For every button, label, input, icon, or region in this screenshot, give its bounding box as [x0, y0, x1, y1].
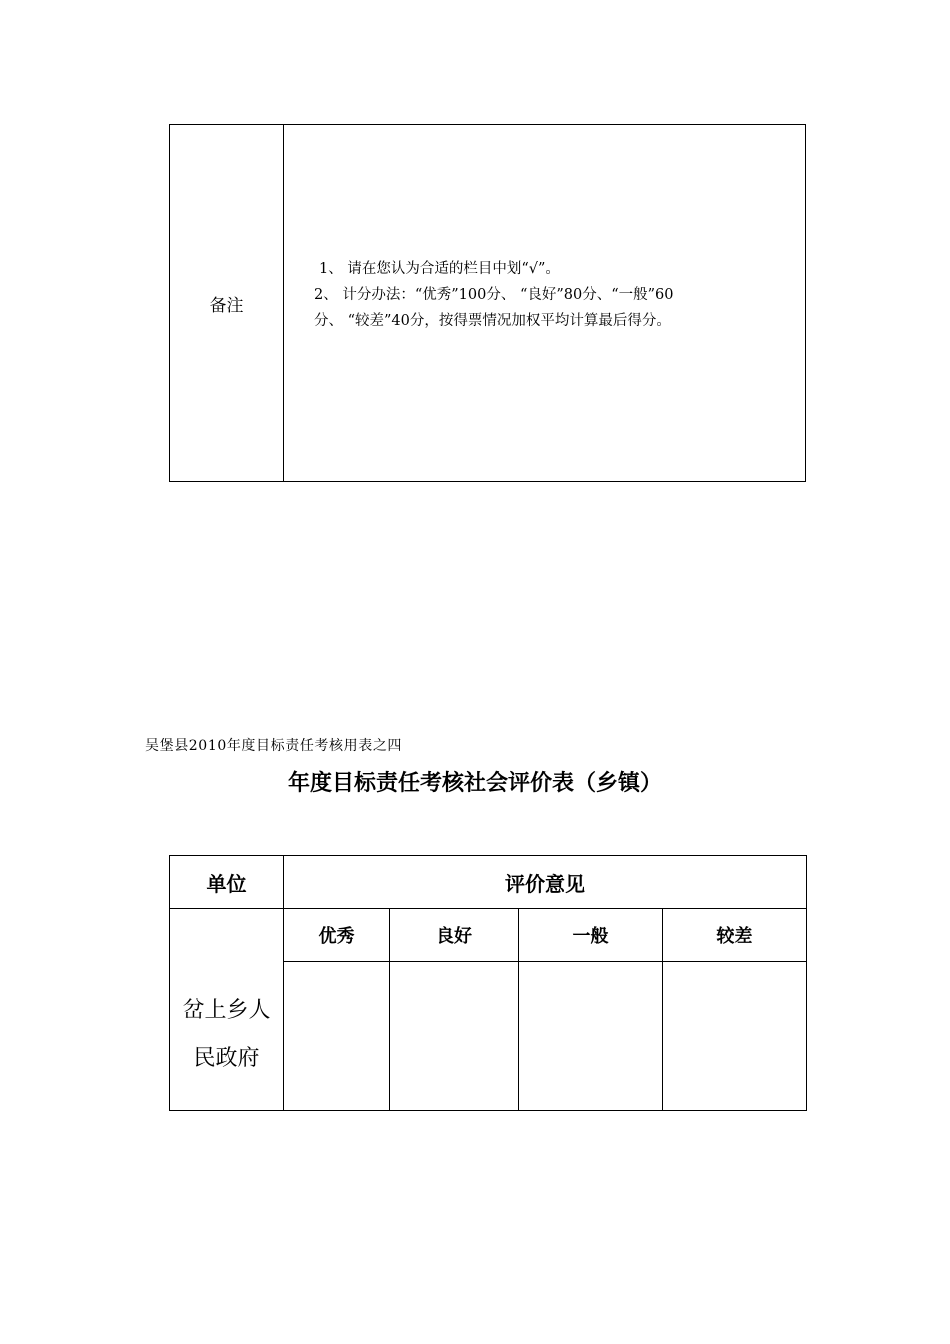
rating-header-poor: 较差 — [663, 909, 807, 962]
rating-cell-good[interactable] — [390, 962, 519, 1111]
unit-header: 单位 — [170, 856, 284, 909]
opinion-header: 评价意见 — [284, 856, 807, 909]
rating-header-excellent: 优秀 — [284, 909, 390, 962]
unit-name-line-1: 岔上乡人 — [182, 997, 271, 1023]
evaluation-table — [169, 855, 807, 1111]
rating-cell-average[interactable] — [519, 962, 663, 1111]
remarks-line-1: 1、 请在您认为合适的栏目中划“√”。 — [319, 261, 560, 277]
remarks-line-2: 2、 计分办法：“优秀”100分、 “良好”80分、“一般”60 — [314, 287, 674, 303]
rating-header-good: 良好 — [390, 909, 519, 962]
rating-header-average: 一般 — [519, 909, 663, 962]
rating-cell-poor[interactable] — [663, 962, 807, 1111]
unit-name-line-2: 民政府 — [193, 1045, 260, 1071]
remarks-table — [169, 124, 806, 482]
rating-cell-excellent[interactable] — [284, 962, 390, 1111]
form-title: 年度目标责任考核社会评价表（乡镇） — [287, 771, 662, 796]
form-caption: 吴堡县2010年度目标责任考核用表之四 — [145, 738, 403, 754]
remarks-content — [284, 125, 806, 482]
remarks-line-3: 分、 “较差”40分，按得票情况加权平均计算最后得分。 — [314, 313, 671, 329]
remarks-label: 备注 — [170, 125, 284, 482]
unit-name-cell — [170, 909, 284, 1111]
